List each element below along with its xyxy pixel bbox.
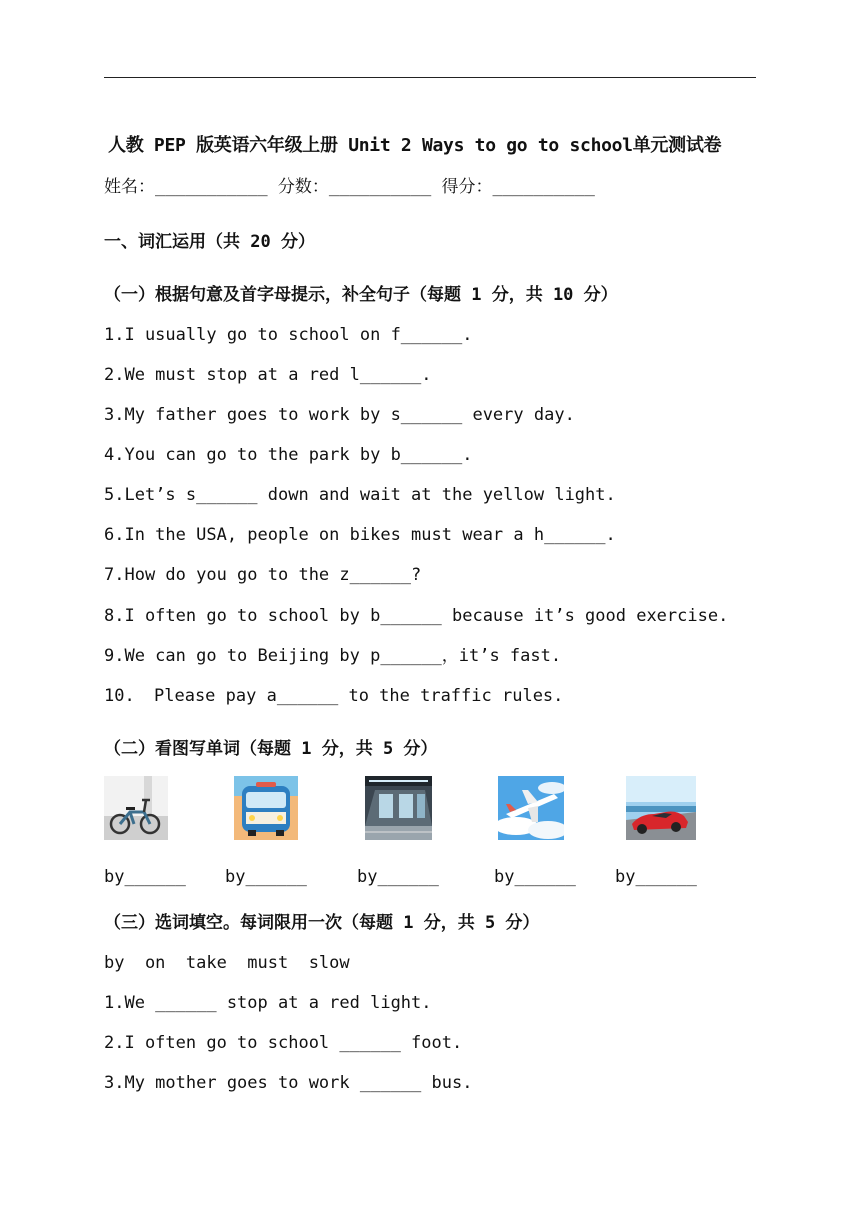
picture-4-blank: by______ xyxy=(494,867,576,887)
question-4: 4.You can go to the park by b______. xyxy=(104,445,473,465)
name-field: 姓名：___________ xyxy=(104,177,268,197)
question-7: 7.How do you go to the z______? xyxy=(104,565,422,585)
car-picture xyxy=(626,776,696,840)
question-9: 9.We can go to Beijing by p______，it’s fast. xyxy=(104,646,562,666)
part1-heading: （一）根据句意及首字母提示，补全句子（每题 1 分，共 10 分） xyxy=(104,285,618,305)
picture-2-blank: by______ xyxy=(225,867,307,887)
picture-1-blank: by______ xyxy=(104,867,186,887)
fill-question-1: 1.We ______ stop at a red light. xyxy=(104,993,432,1013)
bus-picture xyxy=(234,776,298,840)
section-heading-vocabulary: 一、词汇运用（共 20 分） xyxy=(104,232,315,252)
fill-question-2: 2.I often go to school ______ foot. xyxy=(104,1033,463,1053)
fill-question-3: 3.My mother goes to work ______ bus. xyxy=(104,1073,473,1093)
question-8: 8.I often go to school by b______ because it’s good exercise. xyxy=(104,606,729,626)
question-5: 5.Let’s s______ down and wait at the yellow light. xyxy=(104,485,616,505)
question-6: 6.In the USA, people on bikes must wear a h______. xyxy=(104,525,616,545)
grade-field: 得分：__________ xyxy=(441,177,595,197)
page-title: 人教 PEP 版英语六年级上册 Unit 2 Ways to go to school单元测试卷 xyxy=(108,135,722,156)
part2-heading: （二）看图写单词（每题 1 分，共 5 分） xyxy=(104,739,438,759)
question-1: 1.I usually go to school on f______. xyxy=(104,325,473,345)
student-info-line xyxy=(104,175,595,199)
question-10-number: 10. xyxy=(104,686,135,706)
picture-3-blank: by______ xyxy=(357,867,439,887)
plane-picture xyxy=(498,776,564,840)
question-10 xyxy=(104,685,563,707)
score-field: 分数：__________ xyxy=(277,177,432,197)
subway-picture xyxy=(365,776,432,840)
question-2: 2.We must stop at a red l______. xyxy=(104,365,432,385)
bike-picture xyxy=(104,776,168,840)
word-bank: by on take must slow xyxy=(104,953,350,973)
question-3: 3.My father goes to work by s______ every day. xyxy=(104,405,575,425)
picture-5-blank: by______ xyxy=(615,867,697,887)
question-10-text: Please pay a______ to the traffic rules. xyxy=(154,686,564,706)
header-rule xyxy=(104,77,756,78)
part3-heading: （三）选词填空。每词限用一次（每题 1 分，共 5 分） xyxy=(104,913,540,933)
